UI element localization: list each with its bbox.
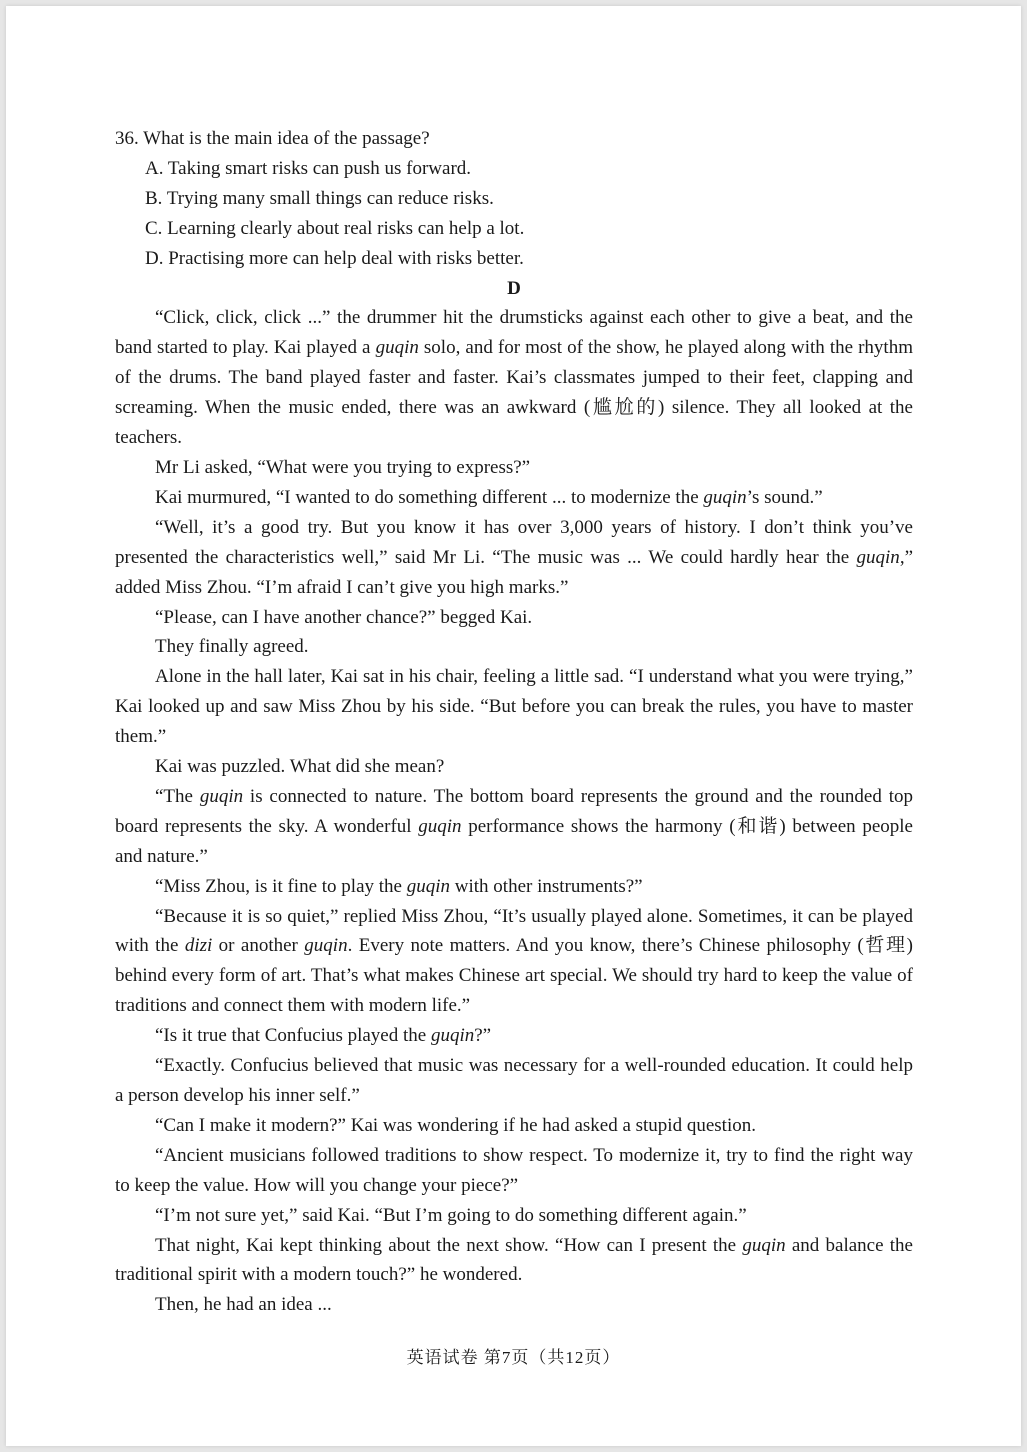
italic-term: guqin (375, 337, 419, 359)
passage-paragraph (115, 662, 913, 752)
passage-paragraph (115, 453, 913, 483)
paragraph-text: solo, and for most of the show, he played along with the rhythm of the drums. The band played faster and faster. Kai’s classmates jumped to their feet, clapping and screaming. When the music ended, there was an awkward (尴尬的) silence. They all looked at the teachers. (115, 337, 913, 449)
paragraph-text: Alone in the hall later, Kai sat in his chair, feeling a little sad. “I understand what you were trying,” Kai looked up and saw Miss Zhou by his side. “But before you can break the rules, you have to master them.” (115, 666, 913, 748)
paragraph-text: Kai was puzzled. What did she mean? (155, 756, 445, 778)
passage-paragraph (115, 603, 913, 633)
paragraph-text: “Because it is so quiet,” replied Miss Zhou, “It’s usually played alone. Sometimes, it can be played with the (115, 905, 913, 957)
page-content (115, 124, 913, 1320)
paragraph-text: “Can I make it modern?” Kai was wondering if he had asked a stupid question. (155, 1114, 756, 1136)
paragraph-text: ?” (474, 1025, 492, 1047)
paragraph-text: . Every note matters. And you know, there’s Chinese philosophy (哲理) behind every form of art. That’s what makes Chinese art special. We should try hard to keep the value of traditions and connect them with modern life.” (115, 935, 913, 1017)
paragraph-text: “I’m not sure yet,” said Kai. “But I’m going to do something different again.” (155, 1204, 747, 1226)
passage-paragraph (115, 1290, 913, 1320)
passage-paragraph (115, 752, 913, 782)
paragraph-text: “Please, can I have another chance?” begged Kai. (155, 606, 533, 628)
paragraph-text: “Ancient musicians followed traditions to show respect. To modernize it, try to find the right way to keep the value. How will you change your piece?” (115, 1144, 913, 1196)
italic-term: guqin (304, 935, 348, 957)
passage-paragraph (115, 1051, 913, 1111)
italic-term: guqin (430, 1025, 475, 1047)
passage-paragraph (115, 513, 913, 603)
paragraph-text: They finally agreed. (155, 636, 309, 658)
option-d: D. Practising more can help deal with risks better. (145, 247, 524, 269)
option-c: C. Learning clearly about real risks can help a lot. (145, 217, 525, 239)
question-36: 36. What is the main idea of the passage? (115, 128, 430, 149)
passage-paragraph (115, 1141, 913, 1201)
passage-paragraph (115, 303, 913, 453)
reading-passage (115, 303, 913, 1320)
passage-paragraph (115, 902, 913, 1022)
exam-page (6, 6, 1021, 1446)
answer-options (115, 154, 913, 274)
passage-paragraph (115, 1201, 913, 1231)
italic-term: dizi (184, 935, 213, 957)
option-b: B. Trying many small things can reduce risks. (145, 187, 494, 209)
page-footer: 英语试卷 第7页（共12页） (406, 1348, 621, 1367)
passage-paragraph (115, 782, 913, 872)
paragraph-text: Kai murmured, “I wanted to do something different ... to modernize the (155, 486, 704, 508)
paragraph-text: “Exactly. Confucius believed that music was necessary for a well-rounded education. It could help a person develop his inner self.” (115, 1055, 913, 1106)
paragraph-text: with other instruments?” (450, 875, 643, 897)
paragraph-text: “Click, click, click ...” the drummer hit the drumsticks against each other to give a beat, and the band started to play. Kai played a (115, 307, 913, 359)
italic-term: guqin (406, 875, 451, 897)
paragraph-text: is connected to nature. The bottom board represents the ground and the rounded top board represents the sky. A wonderful (115, 785, 913, 837)
italic-term: guqin (199, 785, 244, 807)
passage-paragraph (115, 872, 913, 902)
paragraph-text: That night, Kai kept thinking about the next show. “How can I present the (155, 1234, 743, 1256)
passage-paragraph (115, 1111, 913, 1141)
option-a: A. Taking smart risks can push us forward. (145, 157, 472, 179)
section-heading: D (507, 277, 521, 299)
italic-term: guqin (856, 546, 900, 568)
passage-paragraph (115, 1021, 913, 1051)
paragraph-text: ,” added Miss Zhou. “I’m afraid I can’t give you high marks.” (115, 546, 913, 598)
paragraph-text: or another (212, 935, 305, 957)
paragraph-text: “The (155, 785, 200, 807)
paragraph-text: performance shows the harmony (和谐) between people and nature.” (115, 815, 913, 867)
paragraph-text: “Well, it’s a good try. But you know it has over 3,000 years of history. I don’t think you’ve presented the characteristics well,” said Mr Li. “The music was ... We could hardly hear the (115, 516, 913, 568)
passage-paragraph (115, 483, 913, 513)
passage-paragraph (115, 632, 913, 662)
passage-paragraph (115, 1231, 913, 1291)
paragraph-text: and balance the traditional spirit with a modern touch?” he wondered. (115, 1234, 913, 1286)
paragraph-text: “Is it true that Confucius played the (155, 1025, 431, 1047)
italic-term: guqin (703, 486, 747, 508)
italic-term: guqin (742, 1234, 786, 1256)
paragraph-text: ’s sound.” (746, 486, 823, 508)
paragraph-text: Mr Li asked, “What were you trying to express?” (155, 456, 531, 478)
italic-term: guqin (418, 815, 462, 837)
paragraph-text: Then, he had an idea ... (155, 1294, 332, 1316)
paragraph-text: “Miss Zhou, is it fine to play the (155, 875, 407, 897)
